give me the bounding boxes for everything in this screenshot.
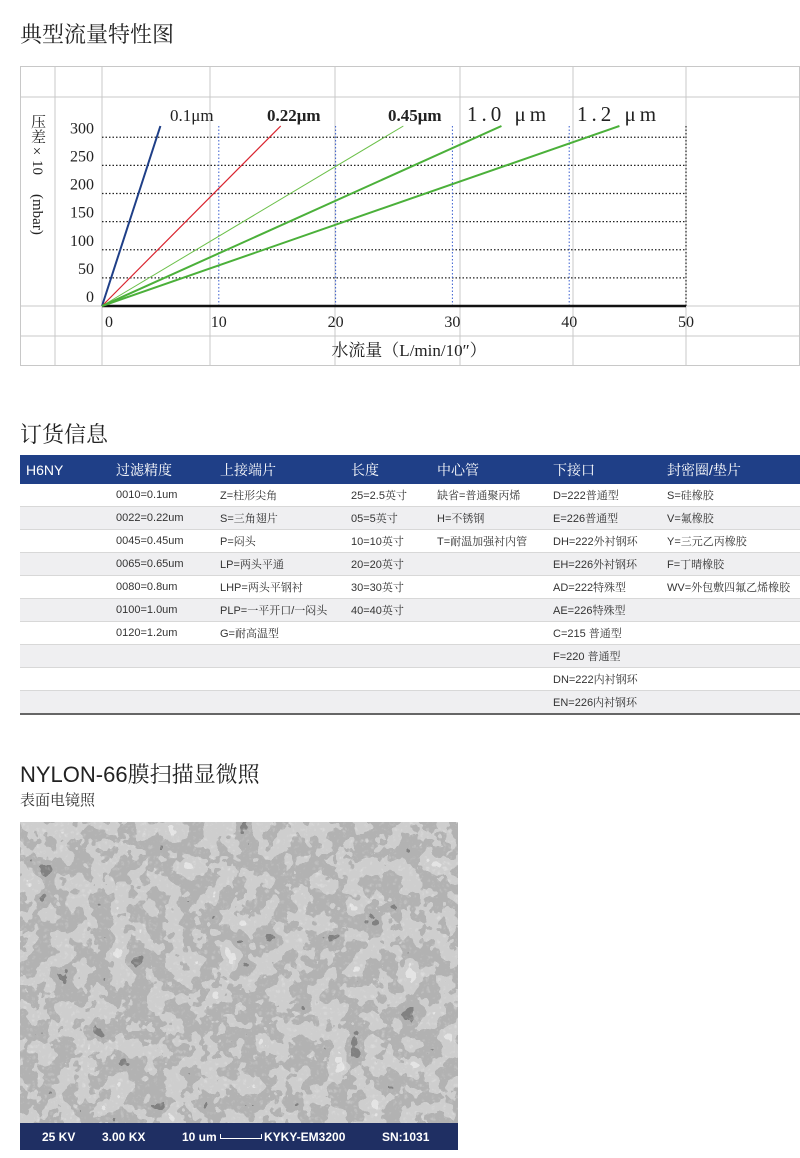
table-cell bbox=[110, 668, 214, 691]
sem-subtitle: 表面电镜照 bbox=[20, 792, 96, 809]
flow-characteristic-chart bbox=[20, 66, 800, 366]
table-cell bbox=[431, 668, 547, 691]
table-cell: 0045=0.45um bbox=[110, 530, 214, 553]
series-label: 1.2 μm bbox=[577, 102, 661, 126]
table-cell bbox=[110, 645, 214, 668]
series-line-4 bbox=[102, 126, 501, 306]
table-cell: 缺省=普通聚丙烯 bbox=[431, 484, 547, 507]
table-row bbox=[20, 668, 800, 691]
series-label: 0.1μm bbox=[170, 106, 214, 125]
order-table-body bbox=[20, 484, 800, 714]
x-axis-label: 水流量（L/min/10″） bbox=[331, 341, 487, 360]
table-cell: 0010=0.1um bbox=[110, 484, 214, 507]
series-label: 0.22μm bbox=[267, 106, 321, 125]
chart-data-grid bbox=[102, 126, 686, 306]
y-tick-label: 150 bbox=[70, 204, 94, 222]
sem-magnification: 3.00 KX bbox=[102, 1130, 146, 1144]
table-cell bbox=[20, 668, 110, 691]
y-tick-label: 50 bbox=[78, 260, 94, 278]
table-cell bbox=[661, 668, 800, 691]
sem-model: KYKY-EM3200 bbox=[264, 1130, 346, 1144]
table-cell: E=226普通型 bbox=[547, 507, 661, 530]
y-tick-label: 0 bbox=[86, 289, 94, 306]
table-cell bbox=[345, 622, 431, 645]
series-line-2 bbox=[102, 126, 281, 306]
table-cell: 0120=1.2um bbox=[110, 622, 214, 645]
flow-chart-svg bbox=[20, 66, 800, 366]
sem-scale-bar bbox=[220, 1134, 262, 1139]
table-cell bbox=[20, 622, 110, 645]
series-label: 0.45μm bbox=[388, 106, 442, 125]
order-header-cell: 长度 bbox=[345, 455, 431, 484]
sem-texture-image bbox=[20, 822, 458, 1123]
table-cell: EH=226外衬钢环 bbox=[547, 553, 661, 576]
table-cell: D=222普通型 bbox=[547, 484, 661, 507]
table-cell: Y=三元乙丙橡胶 bbox=[661, 530, 800, 553]
table-cell: V=氟橡胶 bbox=[661, 507, 800, 530]
table-cell bbox=[431, 645, 547, 668]
x-tick-label: 50 bbox=[678, 314, 694, 331]
table-cell: DH=222外衬钢环 bbox=[547, 530, 661, 553]
series-line-5 bbox=[102, 126, 619, 306]
table-cell bbox=[214, 668, 345, 691]
sem-scale-label: 10 um bbox=[182, 1130, 217, 1144]
table-cell: LP=两头平通 bbox=[214, 553, 345, 576]
sem-title: NYLON-66膜扫描显微照 bbox=[20, 762, 260, 787]
order-header-cell: 封密圈/垫片 bbox=[661, 455, 800, 484]
table-row bbox=[20, 530, 800, 553]
table-cell: Z=柱形尖角 bbox=[214, 484, 345, 507]
table-cell bbox=[661, 622, 800, 645]
table-row bbox=[20, 691, 800, 715]
table-cell bbox=[110, 691, 214, 715]
chart-series-lines bbox=[102, 102, 660, 306]
sem-info-bar bbox=[20, 1123, 458, 1150]
table-cell: P=闷头 bbox=[214, 530, 345, 553]
table-cell: H=不锈钢 bbox=[431, 507, 547, 530]
table-cell: C=215 普通型 bbox=[547, 622, 661, 645]
sem-voltage: 25 KV bbox=[42, 1130, 76, 1144]
table-cell bbox=[20, 507, 110, 530]
table-cell: AD=222特殊型 bbox=[547, 576, 661, 599]
table-cell: 0065=0.65um bbox=[110, 553, 214, 576]
table-row bbox=[20, 484, 800, 507]
table-cell bbox=[345, 645, 431, 668]
table-cell bbox=[345, 691, 431, 715]
table-cell: AE=226特殊型 bbox=[547, 599, 661, 622]
table-cell: S=三角翅片 bbox=[214, 507, 345, 530]
y-tick-label: 250 bbox=[70, 148, 94, 166]
table-cell bbox=[431, 622, 547, 645]
table-cell bbox=[20, 691, 110, 715]
table-cell: PLP=一平开口/一闷头 bbox=[214, 599, 345, 622]
table-cell: G=耐高温型 bbox=[214, 622, 345, 645]
y-axis-label: 压差×10 bbox=[29, 114, 45, 175]
table-cell: 0022=0.22um bbox=[110, 507, 214, 530]
x-tick-label: 20 bbox=[327, 314, 344, 331]
table-cell bbox=[661, 645, 800, 668]
table-cell: 0100=1.0um bbox=[110, 599, 214, 622]
table-cell bbox=[214, 645, 345, 668]
table-cell: DN=222内衬钢环 bbox=[547, 668, 661, 691]
table-cell: 40=40英寸 bbox=[345, 599, 431, 622]
table-row bbox=[20, 553, 800, 576]
y-tick-label: 100 bbox=[70, 232, 94, 250]
table-cell: 20=20英寸 bbox=[345, 553, 431, 576]
sem-micrograph bbox=[20, 822, 458, 1150]
x-tick-label: 30 bbox=[444, 314, 461, 331]
table-cell bbox=[345, 668, 431, 691]
table-cell: WV=外包敷四氟乙烯橡胶 bbox=[661, 576, 800, 599]
flow-chart-title: 典型流量特性图 bbox=[20, 22, 175, 47]
table-cell: F=220 普通型 bbox=[547, 645, 661, 668]
y-tick-label: 300 bbox=[70, 120, 94, 138]
order-info-table bbox=[20, 455, 800, 715]
table-cell bbox=[431, 576, 547, 599]
order-header-cell: 中心管 bbox=[431, 455, 547, 484]
table-cell: 10=10英寸 bbox=[345, 530, 431, 553]
table-row bbox=[20, 576, 800, 599]
x-tick-label: 10 bbox=[210, 314, 227, 331]
table-cell bbox=[214, 691, 345, 715]
order-header-cell: 上接端片 bbox=[214, 455, 345, 484]
order-header-cell: 过滤精度 bbox=[110, 455, 214, 484]
table-cell bbox=[431, 599, 547, 622]
series-label: 1.0 μm bbox=[467, 102, 551, 126]
table-cell bbox=[661, 599, 800, 622]
table-cell: 25=2.5英寸 bbox=[345, 484, 431, 507]
order-info-title: 订货信息 bbox=[20, 422, 109, 447]
x-tick-label: 40 bbox=[561, 314, 578, 331]
table-cell: 05=5英寸 bbox=[345, 507, 431, 530]
y-tick-label: 200 bbox=[70, 176, 94, 194]
table-cell bbox=[661, 691, 800, 715]
table-row bbox=[20, 599, 800, 622]
order-header-cell: H6NY bbox=[20, 455, 110, 484]
series-line-1 bbox=[102, 126, 160, 306]
table-cell: EN=226内衬钢环 bbox=[547, 691, 661, 715]
table-cell: LHP=两头平钢衬 bbox=[214, 576, 345, 599]
table-row bbox=[20, 645, 800, 668]
table-row bbox=[20, 507, 800, 530]
table-cell: F=丁晴橡胶 bbox=[661, 553, 800, 576]
table-cell bbox=[20, 484, 110, 507]
table-cell: T=耐温加强衬内管 bbox=[431, 530, 547, 553]
table-cell bbox=[20, 553, 110, 576]
table-cell bbox=[20, 576, 110, 599]
order-header-cell: 下接口 bbox=[547, 455, 661, 484]
y-axis-unit-label: (mbar) bbox=[29, 194, 45, 235]
table-row bbox=[20, 622, 800, 645]
table-cell: 30=30英寸 bbox=[345, 576, 431, 599]
table-cell bbox=[20, 599, 110, 622]
table-cell: S=硅橡胶 bbox=[661, 484, 800, 507]
table-cell bbox=[431, 553, 547, 576]
table-cell bbox=[20, 530, 110, 553]
table-cell: 0080=0.8um bbox=[110, 576, 214, 599]
table-cell bbox=[20, 645, 110, 668]
x-tick-label: 0 bbox=[105, 314, 113, 331]
table-cell bbox=[431, 691, 547, 715]
order-table-header-row bbox=[20, 455, 800, 484]
sem-serial-number: SN:1031 bbox=[382, 1130, 430, 1144]
